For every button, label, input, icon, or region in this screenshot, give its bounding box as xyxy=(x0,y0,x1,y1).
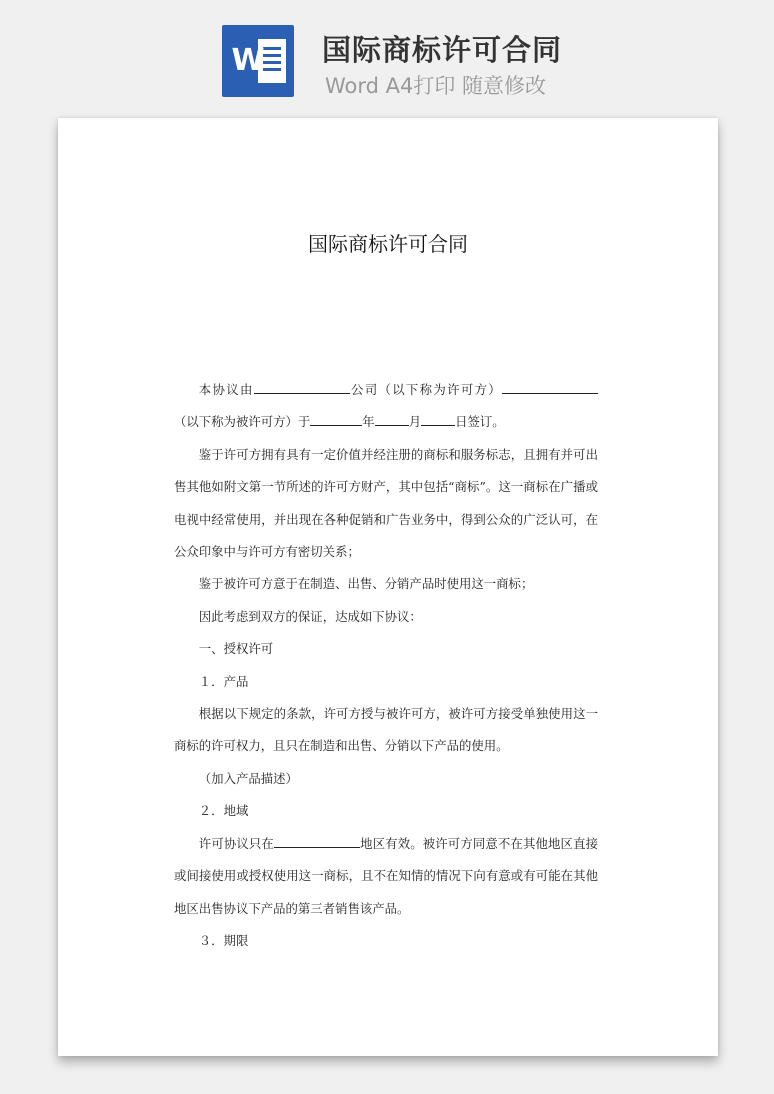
paragraph-parties: 本协议由 公司（以下称为许可方）（以下称为被许可方）于 年 月 日签订。 xyxy=(174,374,598,439)
word-icon xyxy=(222,25,294,97)
blank-year xyxy=(310,412,362,426)
clause-heading-products: １．产品 xyxy=(198,673,249,689)
blank-territory xyxy=(274,834,360,848)
clause-heading-territory: ２．地域 xyxy=(198,803,249,819)
blank-month xyxy=(375,412,409,426)
header-title: 国际商标许可合同 xyxy=(322,33,563,67)
blank-licensor xyxy=(254,380,350,394)
header xyxy=(0,0,774,118)
header-subtitle: Word A4打印 随意修改 xyxy=(325,74,547,98)
paragraph-agreement: 因此考虑到双方的保证，达成如下协议： xyxy=(198,608,422,624)
paragraph-recital-1: 鉴于许可方拥有具有一定价值并经注册的商标和服务标志，且拥有并可出售其他如附文第一节所述的许可方财产，其中包括“商标”。这一商标在广播或电视中经常使用，并出现在各种促销和广告业务中，得到公众的广泛认可，在公众印象中与许可方有密切关系； xyxy=(174,446,598,560)
clause-heading-term: ３．期限 xyxy=(198,932,249,948)
document-page xyxy=(58,118,718,1056)
blank-day xyxy=(421,412,455,426)
clause-territory-text: 许可协议只在 地区有效。被许可方同意不在其他地区直接或间接使用或授权使用这一商标，且不在知情的情况下向有意或有可能在其他地区出售协议下产品的第三者销售该产品。 xyxy=(174,835,599,916)
document-title: 国际商标许可合同 xyxy=(308,232,468,256)
document-body xyxy=(174,374,598,957)
section-heading-license: 一、授权许可 xyxy=(198,641,274,657)
clause-products-placeholder: （加入产品描述） xyxy=(198,770,298,786)
paragraph-recital-2: 鉴于被许可方意于在制造、出售、分销产品时使用这一商标； xyxy=(198,576,534,592)
blank-licensee xyxy=(502,380,598,394)
clause-products-text: 根据以下规定的条款，许可方授与被许可方，被许可方接受单独使用这一商标的许可权力，且只在制造和出售、分销以下产品的使用。 xyxy=(174,706,598,754)
word-icon-letter: W xyxy=(231,43,265,78)
